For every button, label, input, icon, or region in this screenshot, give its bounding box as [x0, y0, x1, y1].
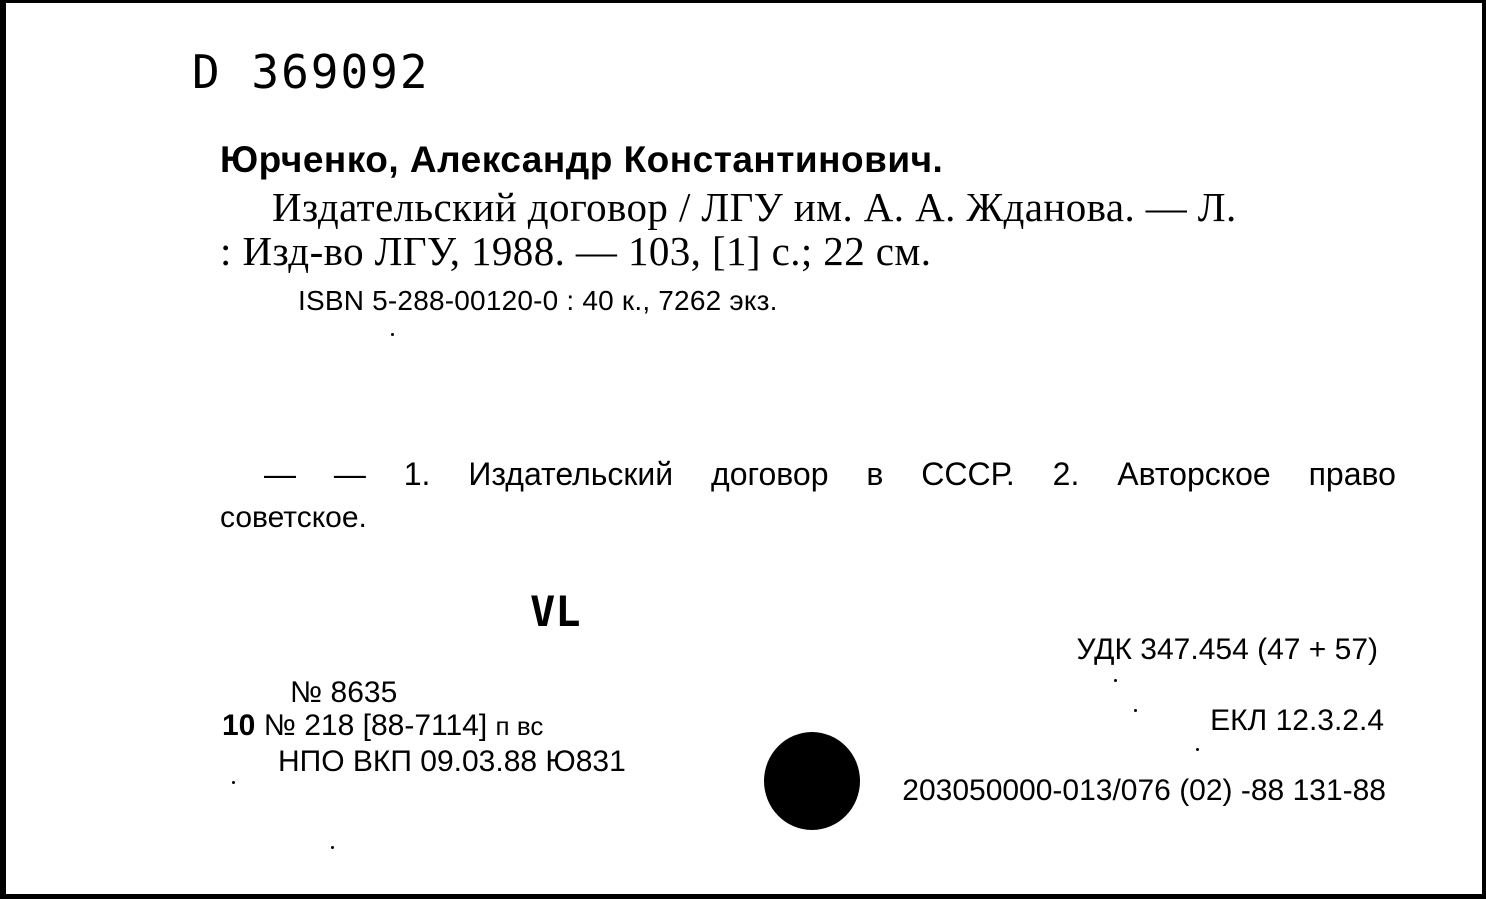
isbn-price-line: ISBN 5-288-00120-0 : 40 к., 7262 экз.	[298, 285, 778, 316]
ink-speck	[1114, 679, 1117, 682]
stamp-mark: VL	[530, 587, 581, 636]
subject-word: —	[264, 456, 296, 492]
print-info-main: № 218 [88-7114]	[263, 709, 488, 742]
author-heading: Юрченко, Александр Константинович.	[220, 139, 944, 180]
print-info-suffix: п вс	[495, 711, 544, 741]
subject-word: Авторское	[1117, 456, 1271, 492]
ekl-classification: ЕКЛ 12.3.2.4	[1210, 704, 1384, 737]
ink-speck	[331, 846, 334, 849]
subject-word: договор	[711, 456, 829, 492]
subject-word: Издательский	[468, 456, 674, 492]
subject-word: СССР.	[921, 456, 1015, 492]
call-number: D 369092	[192, 45, 430, 99]
subject-word: 2.	[1052, 456, 1080, 492]
ink-speck	[232, 781, 235, 784]
producer-line: НПО ВКП 09.03.88 Ю831	[278, 745, 626, 778]
subject-headings-line-1	[264, 458, 1396, 490]
subject-word: право	[1308, 456, 1396, 492]
subject-headings-line-2: советское.	[220, 501, 367, 534]
ink-speck	[1196, 748, 1199, 751]
subject-word: 1.	[403, 456, 431, 492]
catalog-code-number: 203050000-013/076 (02) -88 131-88	[902, 774, 1386, 807]
record-number: № 8635	[290, 676, 398, 709]
print-info	[222, 711, 543, 741]
title-statement-line-1: Издательский договор / ЛГУ им. А. А. Жданова. — Л.	[272, 184, 1237, 230]
punch-hole	[764, 732, 860, 830]
print-info-prefix: 10	[222, 709, 256, 742]
title-statement-line-2: : Изд-во ЛГУ, 1988. — 103, [1] с.; 22 см.	[220, 228, 932, 274]
ink-speck	[1134, 709, 1137, 712]
subject-word: в	[866, 456, 884, 492]
ink-speck	[391, 333, 394, 336]
subject-word: —	[333, 456, 366, 492]
udc-classification: УДК 347.454 (47 + 57)	[1076, 633, 1378, 666]
